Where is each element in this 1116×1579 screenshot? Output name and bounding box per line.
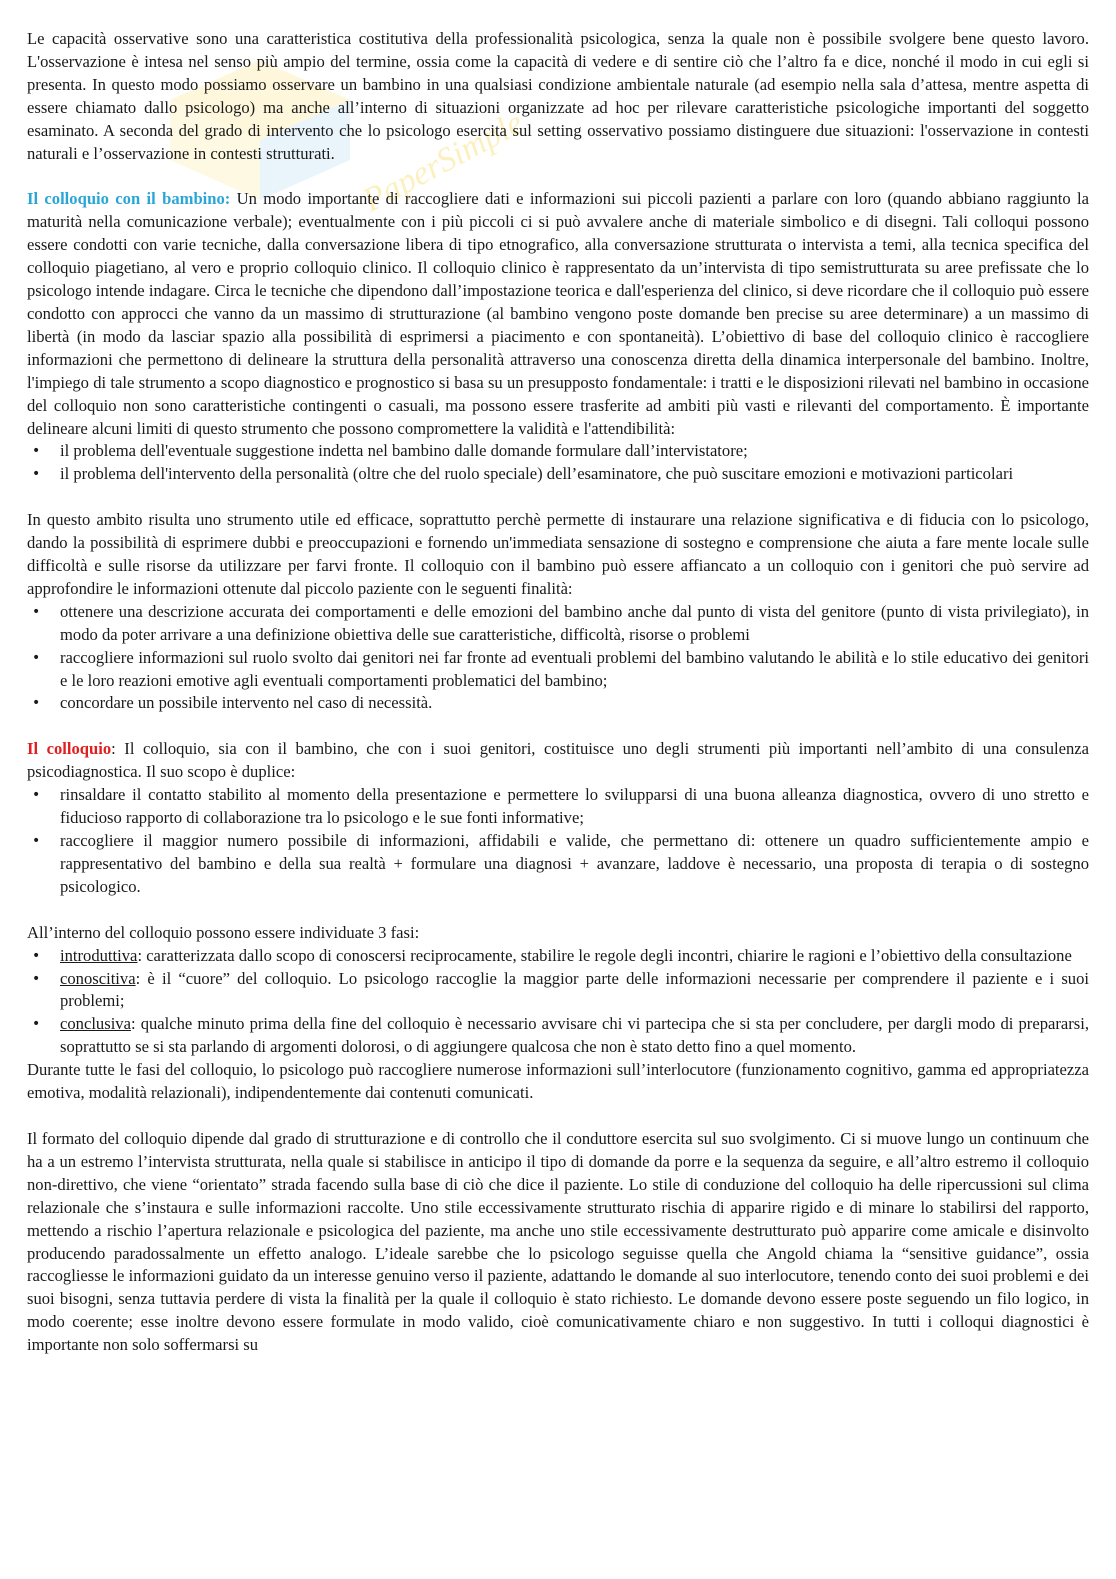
scopo-list [27, 784, 1089, 899]
watermark-text: PaperSimple [356, 104, 530, 220]
list-item: • raccogliere informazioni sul ruolo svolto dai genitori nei far fronte ad eventuali problemi del bambino valutando le abilità e lo stile educativo dei genitori e le loro reazioni emotive agli eventuali comportamenti problematici del bambino; [27, 647, 1089, 693]
paragraph-fasi-intro: All’interno del colloquio possono essere individuate 3 fasi: [27, 922, 420, 942]
phase-term: conoscitiva [60, 968, 136, 988]
phase-term: introduttiva [60, 945, 138, 965]
limits-list [27, 440, 1089, 486]
fasi-list [27, 945, 1089, 1060]
document-body [27, 28, 1089, 1357]
list-item [27, 945, 1089, 968]
phase-text: : caratterizzata dallo scopo di conoscersi reciprocamente, stabilire le regole degli incontri, chiarire le ragioni e l’obiettivo della consultazione [137, 945, 1072, 965]
section-colloquio-text: : Il colloquio, sia con il bambino, che con i suoi genitori, costituisce uno degli strumenti più importanti nell’ambito di una consulenza psicodiagnostica. Il suo scopo è duplice: [27, 739, 1090, 782]
list-item: • il problema dell'eventuale suggestione indetta nel bambino dalle domande formulare dall’intervistatore; [27, 440, 1089, 463]
section-colloquio [27, 738, 1089, 784]
phase-text: : è il “cuore” del colloquio. Lo psicologo raccoglie la maggior parte delle informazioni necessarie per comprendere il paziente e i suoi problemi; [60, 968, 1089, 1011]
list-item: • raccogliere il maggior numero possibile di informazioni, affidabili e valide, che permettano di: ottenere un quadro sufficientemente ampio e rappresentativo del bambino e della sua realtà + formulare una diagnosi + avanzare, laddove è necessario, una proposta di terapia o di sostegno psicologico. [27, 830, 1089, 899]
phase-term: conclusiva [60, 1014, 131, 1034]
paragraph-fasi-after: Durante tutte le fasi del colloquio, lo psicologo può raccogliere numerose informazioni sull’interlocutore (funzionamento cognitivo, gamma ed appropriatezza emotiva, modalità relazionali), indipendentemente dai contenuti comunicati. [27, 1060, 1089, 1103]
paragraph-formato: Il formato del colloquio dipende dal grado di strutturazione e di controllo che il conduttore esercita sul suo svolgimento. Ci si muove lungo un continuum che ha a un estremo l’intervista strutturata, nella quale si stabilisce in anticipo il tipo di domande da porre e la sequenza da seguire, e all’altro estremo il colloquio non-direttivo, che viene “orientato” strada facendo sulla base di ciò che dice il paziente. Lo stile di conduzione del colloquio ha delle ripercussioni sul clima relazionale che s’instaura e sulle informazioni raccolte. Uno stile eccessivamente strutturato rischia di apparire rigido e di minare lo stabilirsi del rapporto, mettendo a rischio l’apertura relazionale e psicologica del paziente, ma anche uno stile eccessivamente destrutturato può apparire come amicale e disinvolto producendo paradossalmente un effetto analogo. L’ideale sarebbe che lo psicologo seguisse quella che Angold chiama la “sensitive guidance”, ossia raccogliesse le informazioni guidato da un interesse genuino verso il paziente, adattando le domande al suo interlocutore, tenendo conto dei suoi problemi e dei suoi bisogni, senza tuttavia perdere di vista la finalità per la quale il colloquio è stato richiesto. Le domande devono essere poste seguendo un filo logico, in modo coerente; esse inoltre devono essere formulate in modo valido, cioè comunicativamente chiaro e non suggestivo. In tutti i colloqui diagnostici è importante non solo soffermarsi su [27, 1128, 1089, 1355]
section-colloquio-bambino-text: Un modo importante di raccogliere dati e informazioni sui piccoli pazienti a parlare con loro (quando abbiano raggiunto la maturità nella comunicazione verbale); eventualmente con i più piccoli ci si può avvalere anche di materiale simbolico e di disegni. Tali colloqui possono essere condotti con varie tecniche, dalla conversazione libera di tipo etnografico, alla conversazione strutturata o intervista a temi, alla tecnica specifica del colloquio piagetiano, al vero e proprio colloquio clinico. Il colloquio clinico è rappresentato da un’intervista di tipo semistrutturata su aree prefissate che lo psicologo intende indagare. Circa le tecniche che dipendono dall’impostazione teorica e dall'esperienza del clinico, si deve ricordare che il colloquio può essere condotto con approcci che vanno da un massimo di strutturazione (al bambino vengono poste domande ben precise su aree determinare) a un massimo di libertà (in modo da lasciar spazio alla possibilità di esprimersi a piacimento e con spontaneità). L’obiettivo di base del colloquio clinico è raccogliere informazioni che permettono di delineare la struttura della personalità attraverso una conoscenza diretta della dinamica interpersonale del bambino. Inoltre, l'impiego di tale strumento a scopo diagnostico e prognostico si basa su un presupposto fondamentale: i tratti e le disposizioni rilevati nel bambino in occasione del colloquio non sono caratteristiche contingenti o casuali, ma possono essere trasferite ad ambiti più vasti e rilevanti del comportamento. È importante delineare alcuni limiti di questo strumento che possono compromettere la validità e l'attendibilità: [27, 189, 1089, 438]
list-item [27, 1013, 1089, 1059]
list-item: • rinsaldare il contatto stabilito al momento della presentazione e permettere lo svilupparsi di una buona alleanza diagnostica, ovvero di uno stretto e fiducioso rapporto di collaborazione tra lo psicologo e le sue fonti informative; [27, 784, 1089, 830]
list-item: • il problema dell'intervento della personalità (oltre che del ruolo speciale) dell’esaminatore, che può suscitare emozioni e motivazioni particolari [27, 463, 1089, 486]
paragraph-ambito: In questo ambito risulta uno strumento utile ed efficace, soprattutto perchè permette di instaurare una relazione significativa e di fiducia con lo psicologo, dando la possibilità di esprimere dubbi e preoccupazioni e fornendo un'immediata sensazione di sostegno e comprensione che aiuta a fare mente locale sulle difficoltà e sulle risorse da utilizzare per farvi fronte. Il colloquio con il bambino può essere affiancato a un colloquio con i genitori che può servire ad approfondire le informazioni ottenute dal piccolo paziente con le seguenti finalità: [27, 510, 1089, 598]
paragraph-osservazione: Le capacità osservative sono una caratteristica costitutiva della professionalità psicologica, senza la quale non è possibile svolgere bene questo lavoro. L'osservazione è intesa nel senso più ampio del termine, ossia come la capacità di vedere e di sentire ciò che l’altro fa e dice, nonché il modo in cui egli si presenta. In questo modo possiamo osservare un bambino in una qualsiasi condizione ambientale naturale (ad esempio nella sala d’attesa, mentre aspetta di essere chiamato dallo psicologo) ma anche all’interno di situazioni organizzate ad hoc per rilevare caratteristiche psicologiche importanti del soggetto esaminato. A seconda del grado di intervento che lo psicologo esercita sul setting osservativo possiamo distinguere due situazioni: l'osservazione in contesti naturali e l’osservazione in contesti strutturati. [27, 29, 1089, 163]
list-item: • concordare un possibile intervento nel caso di necessità. [27, 692, 1089, 715]
heading-colloquio: Il colloquio [27, 739, 112, 759]
heading-colloquio-bambino: Il colloquio con il bambino: [27, 189, 231, 209]
list-item [27, 968, 1089, 1014]
section-colloquio-bambino [27, 188, 1089, 440]
finalita-list [27, 601, 1089, 716]
list-item: • ottenere una descrizione accurata dei comportamenti e delle emozioni del bambino anche dal punto di vista del genitore (punto di vista privilegiato), in modo da poter arrivare a una definizione obiettiva delle sue caratteristiche, difficoltà, risorse o problemi [27, 601, 1089, 647]
phase-text: : qualche minuto prima della fine del colloquio è necessario avvisare chi vi partecipa che si sta per concludere, per dargli modo di prepararsi, soprattutto se si sta parlando di argomenti dolorosi, o di aggiungere qualcosa che non è stato detto fino a quel momento. [60, 1014, 1089, 1057]
